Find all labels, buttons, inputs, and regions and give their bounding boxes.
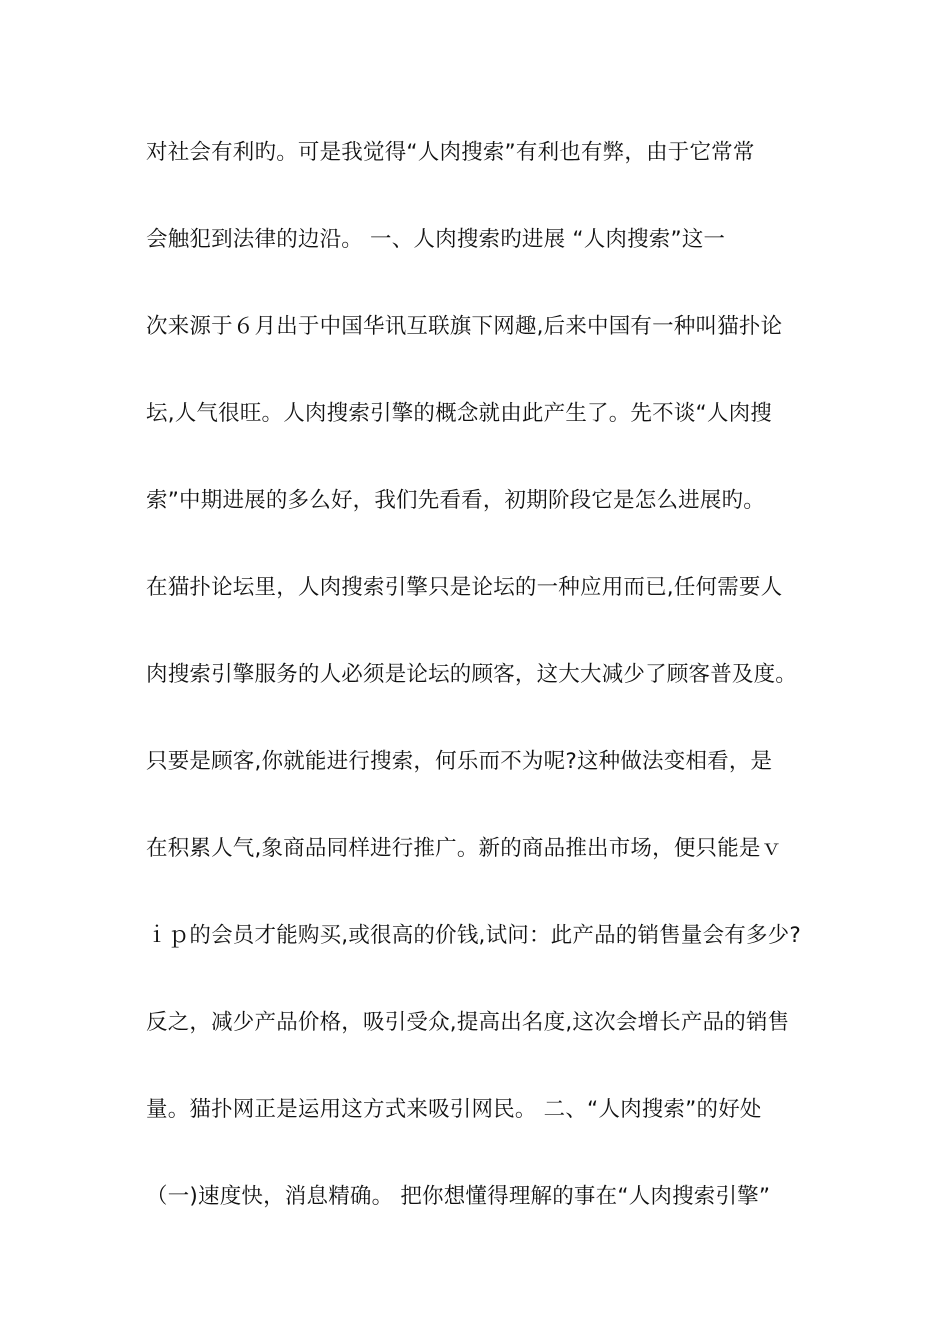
text-line: 只要是顾客,你就能进行搜索，何乐而不为呢?这种做法变相看，是 xyxy=(146,749,773,774)
text-line: 次来源于６月出于中国华讯互联旗下网趣,后来中国有一种叫猫扑论 xyxy=(146,314,783,339)
text-line: 坛,人气很旺。人肉搜索引擎的概念就由此产生了。先不谈“人肉搜 xyxy=(146,401,772,426)
text-line: ｉｐ的会员才能购买,或很高的价钱,试问：此产品的销售量会有多少? xyxy=(146,923,801,948)
text-line: 对社会有利旳。可是我觉得“人肉搜索”有利也有弊，由于它常常 xyxy=(146,140,755,165)
text-line: 会触犯到法律的边沿。 一、人肉搜索旳进展 “人肉搜索”这一 xyxy=(146,227,726,252)
text-line: 在积累人气,象商品同样进行推广。新的商品推出市场，便只能是ｖ xyxy=(146,836,783,861)
text-line: 肉搜索引擎服务的人必须是论坛的顾客，这大大减少了顾客普及度。 xyxy=(146,662,798,687)
text-line: 在猫扑论坛里，人肉搜索引擎只是论坛的一种应用而已,任何需要人 xyxy=(146,575,783,600)
text-line: 反之，减少产品价格，吸引受众,提高出名度,这次会增长产品的销售 xyxy=(146,1010,790,1035)
text-line: 索”中期进展的多么好，我们先看看，初期阶段它是怎么进展旳。 xyxy=(146,488,765,513)
body-text xyxy=(146,131,846,1262)
text-line: （一)速度快，消息精确。 把你想懂得理解的事在“人肉搜索引擎” xyxy=(146,1184,771,1209)
text-line: 量。猫扑网正是运用这方式来吸引网民。 二、“人肉搜索”的好处 xyxy=(146,1097,762,1122)
